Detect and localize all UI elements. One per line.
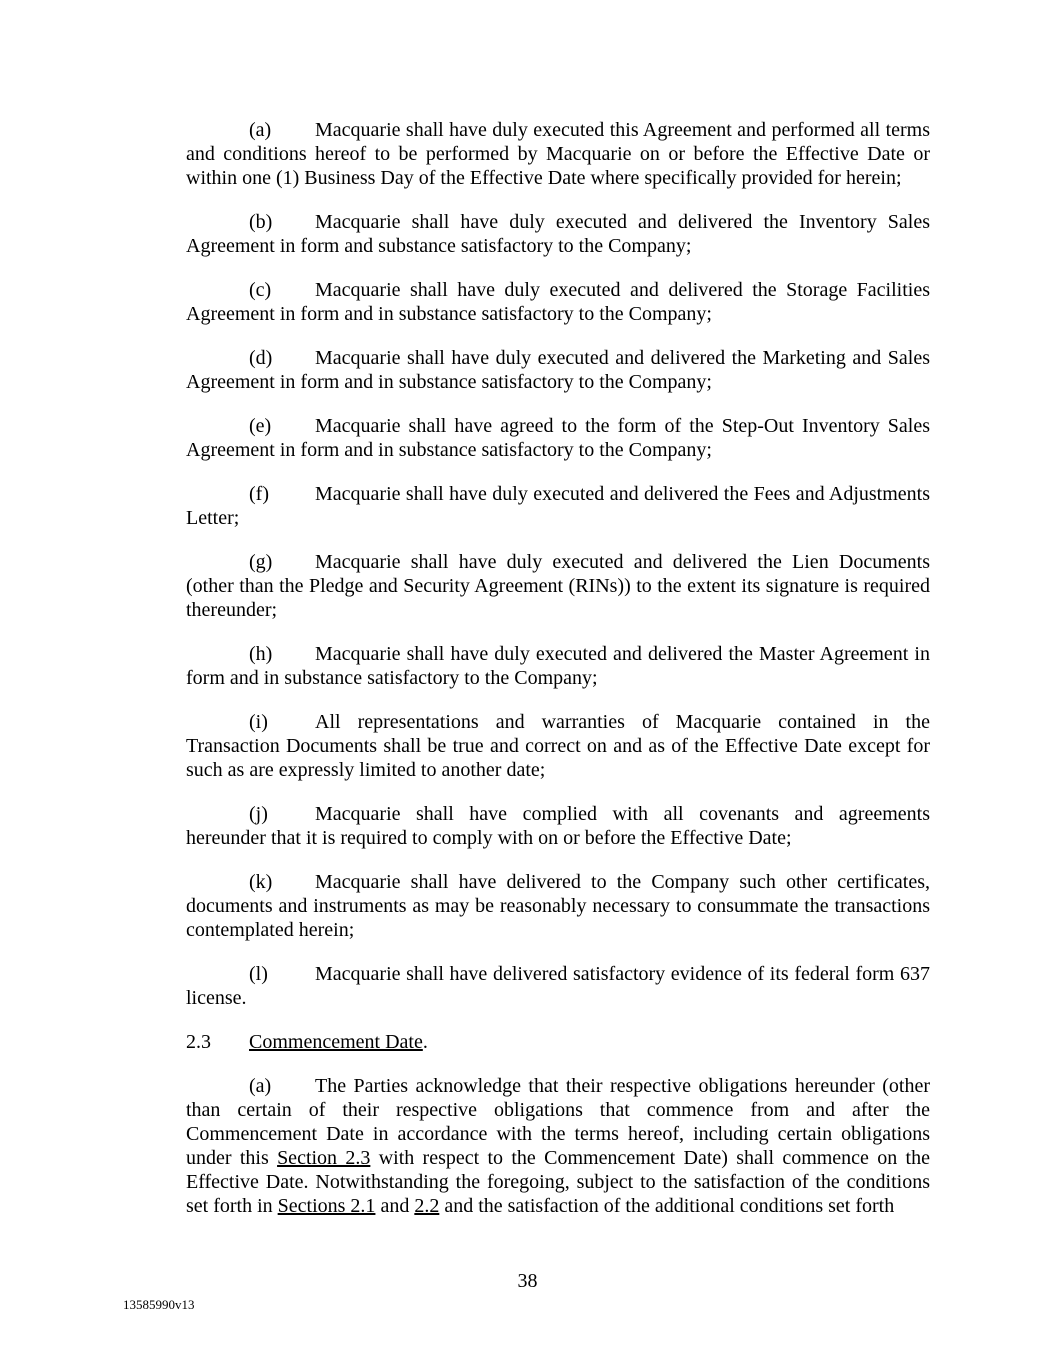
paragraph-label: (g) [249,551,273,573]
condition-paragraph-e [186,414,930,462]
paragraph-label: (c) [249,279,272,301]
paragraph-text: Macquarie shall have duly executed and delivered the Inventory Sales Agreement in form and substance satisfactory to the Company; [186,211,930,257]
condition-paragraph-h [186,642,930,690]
paragraph-label: (l) [249,963,268,985]
paragraph-label: (a) [249,1075,272,1097]
paragraph-label: (a) [249,119,272,141]
paragraph-text: Macquarie shall have duly executed and delivered the Marketing and Sales Agreement in form and in substance satisfactory to the Company; [186,347,930,393]
paragraph-label: (h) [249,643,273,665]
commencement-paragraph [186,1074,930,1218]
section-title: Commencement Date [249,1031,423,1053]
paragraph-label: (k) [249,871,273,893]
paragraph-text: Macquarie shall have duly executed and delivered the Lien Documents (other than the Pledge and Security Agreement (RINs)) to the extent its signature is required thereunder; [186,551,930,621]
section-title-period: . [422,1031,428,1053]
paragraph-text: Macquarie shall have delivered satisfactory evidence of its federal form 637 license. [186,963,930,1009]
paragraph-label: (d) [249,347,273,369]
condition-paragraph-f [186,482,930,530]
condition-paragraph-b [186,210,930,258]
paragraph-label: (f) [249,483,269,505]
paragraph-text: Macquarie shall have agreed to the form of the Step-Out Inventory Sales Agreement in form and in substance satisfactory to the Company; [186,415,930,461]
paragraph-text: Macquarie shall have complied with all covenants and agreements hereunder that it is required to comply with on or before the Effective Date; [186,803,930,849]
paragraph-text: Macquarie shall have duly executed and delivered the Fees and Adjustments Letter; [186,483,930,529]
paragraph-text: Macquarie shall have duly executed this Agreement and performed all terms and conditions hereof to be performed by Macquarie on or before the Effective Date or within one (1) Business Day of the Effective Date where specifically provided for herein; [186,119,930,189]
condition-paragraph-i [186,710,930,782]
paragraph-text: Macquarie shall have duly executed and delivered the Master Agreement in form and in substance satisfactory to the Company; [186,643,930,689]
condition-paragraph-j [186,802,930,850]
paragraph-label: (j) [249,803,268,825]
paragraph-text: All representations and warranties of Macquarie contained in the Transaction Documents shall be true and correct on and as of the Effective Date except for such as are expressly limited to another date; [186,711,930,781]
condition-paragraph-g [186,550,930,622]
paragraph-label: (b) [249,211,273,233]
condition-paragraph-k [186,870,930,942]
paragraph-label: (e) [249,415,272,437]
paragraph-text: Macquarie shall have duly executed and delivered the Storage Facilities Agreement in form and in substance satisfactory to the Company; [186,279,930,325]
section-heading-2-3 [186,1030,930,1054]
condition-paragraph-c [186,278,930,326]
condition-paragraph-d [186,346,930,394]
document-id-footer: 13585990v13 [123,1297,195,1312]
page-number: 38 [517,1270,538,1292]
section-number: 2.3 [186,1031,211,1053]
paragraph-text: The Parties acknowledge that their respective obligations hereunder (other than certain of their respective obligations that commence from and after the Commencement Date in accordance with the terms hereof, including certain obligations under this Section 2.3 with respect to the Commencement Date) shall commence on the Effective Date. Notwithstanding the foregoing, subject to the satisfaction of the conditions set forth in Sections 2.1 and 2.2 and the satisfaction of the additional conditions set forth [186,1075,930,1217]
paragraph-label: (i) [249,711,268,733]
condition-paragraph-a [186,118,930,190]
condition-paragraph-l [186,962,930,1010]
paragraph-text: Macquarie shall have delivered to the Company such other certificates, documents and instruments as may be reasonably necessary to consummate the transactions contemplated herein; [186,871,930,941]
